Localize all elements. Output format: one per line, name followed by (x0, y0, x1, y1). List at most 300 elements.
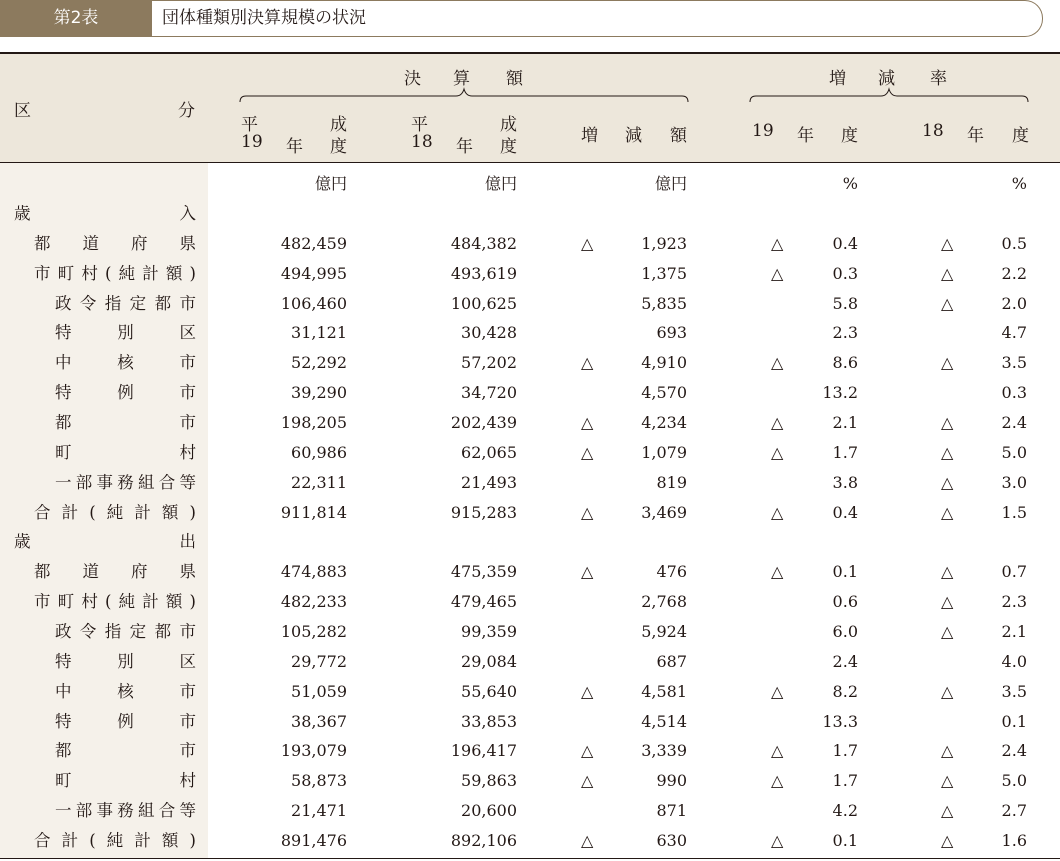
row-label-char: 一 (55, 801, 72, 820)
table-row (0, 229, 1060, 259)
row-label-char: 市 (34, 263, 51, 283)
rate-h18: 0.7 (1001, 562, 1027, 582)
unit-c3: 億円 (654, 174, 687, 193)
rate19-triangle: △ (771, 413, 784, 432)
rate-h18: 1.6 (1001, 830, 1027, 850)
row-label-char: 村 (81, 263, 98, 283)
row-label-char: 部 (75, 801, 93, 820)
value-h19: 51,059 (291, 681, 347, 701)
row-label-char: 村 (179, 442, 196, 462)
row-label-char: 核 (117, 353, 134, 373)
row-label-char: 純 (118, 592, 136, 611)
rate-h18: 3.5 (1001, 353, 1027, 373)
diff-amount: 476 (656, 562, 687, 582)
table-row (0, 707, 1060, 737)
rate19-triangle: △ (771, 502, 784, 522)
table-row (0, 498, 1060, 528)
diff-triangle: △ (581, 830, 594, 850)
row-label (34, 259, 196, 289)
rate-h19: 0.1 (832, 562, 858, 582)
header-zougengaku-3: 額 (670, 126, 687, 146)
rate-h19: 13.3 (822, 711, 858, 731)
value-h19: 21,471 (291, 801, 347, 820)
row-label-char: 部 (75, 472, 93, 492)
value-h18: 33,853 (461, 711, 517, 731)
row-label-char: 指 (104, 293, 122, 313)
row-label-char: 入 (179, 204, 196, 223)
row-label-char: 特 (55, 651, 72, 671)
row-label-char: 市 (179, 293, 196, 313)
header-rate19-num: 19 (752, 121, 774, 141)
header-zougen-2: 減 (878, 69, 895, 89)
rate-h19: 1.7 (832, 741, 858, 761)
row-label-char: 純 (106, 502, 124, 522)
rate-h18: 5.0 (1001, 442, 1027, 462)
row-label (55, 468, 196, 498)
row-label-char: 市 (179, 413, 196, 432)
rate18-triangle: △ (941, 741, 954, 761)
rate-h18: 2.0 (1001, 293, 1027, 313)
row-label-char: 額 (165, 592, 183, 611)
row-label (34, 557, 196, 587)
diff-amount: 2,768 (641, 592, 687, 611)
header-rate18-nen: 年 (967, 126, 984, 146)
rate-h19: 8.6 (832, 353, 858, 373)
row-label-char: 額 (165, 263, 183, 283)
row-label-char: 例 (117, 711, 134, 731)
row-label-char: 都 (34, 233, 51, 253)
section-row (0, 199, 1060, 229)
rate18-triangle: △ (941, 263, 954, 283)
table-row (0, 318, 1060, 348)
row-label-char: 定 (129, 293, 147, 313)
rate-h18: 2.3 (1001, 592, 1027, 611)
diff-amount: 1,375 (641, 263, 687, 283)
row-label-char: 組 (138, 472, 155, 492)
rate-h19: 3.8 (832, 472, 858, 492)
diff-triangle: △ (581, 442, 594, 462)
row-label-char: 事 (96, 472, 113, 492)
header-zougengaku-1: 増 (581, 126, 598, 146)
row-label-char: 計 (61, 502, 79, 522)
diff-amount: 1,923 (641, 233, 687, 253)
rate18-triangle: △ (941, 502, 954, 522)
row-label-char: 県 (179, 233, 196, 253)
diff-amount: 4,570 (641, 383, 687, 403)
table-row (0, 348, 1060, 378)
rate-h19: 2.1 (832, 413, 858, 432)
header-h19-nen: 年 (286, 137, 303, 157)
rate-h19: 0.1 (832, 830, 858, 850)
rate-h19: 0.3 (832, 263, 858, 283)
row-label-char: 計 (142, 263, 159, 283)
diff-triangle: △ (581, 502, 594, 522)
header-h18-hei: 平 (411, 115, 428, 135)
rate-h19: 8.2 (832, 681, 858, 701)
value-h18: 892,106 (450, 830, 517, 850)
table-row (0, 677, 1060, 707)
value-h19: 39,290 (291, 383, 347, 403)
diff-triangle: △ (581, 353, 594, 373)
diff-amount: 4,910 (641, 353, 687, 373)
header-h19-num: 19 (241, 132, 263, 152)
row-label-char: 町 (55, 771, 72, 791)
table-number-badge: 第2表 (0, 0, 152, 37)
row-label-char: 別 (117, 651, 134, 671)
rate-h18: 2.7 (1001, 801, 1027, 820)
value-h18: 475,359 (450, 562, 517, 582)
row-label-char: 市 (179, 383, 196, 403)
row-label-char: 定 (129, 621, 147, 641)
value-h18: 62,065 (461, 442, 517, 462)
value-h18: 196,417 (450, 741, 517, 761)
header-kubun-left: 区 (14, 101, 31, 121)
header-h19-hei: 平 (241, 115, 258, 135)
diff-amount: 5,835 (641, 293, 687, 313)
row-label-char: ) (189, 592, 196, 611)
row-label (55, 677, 196, 707)
row-label-char: 町 (57, 592, 75, 611)
value-h19: 31,121 (291, 323, 347, 343)
value-h19: 891,476 (280, 830, 347, 850)
value-h18: 99,359 (461, 621, 517, 641)
row-label (55, 707, 196, 737)
rate-h19: 4.2 (832, 801, 858, 820)
row-label-char: 純 (118, 263, 136, 283)
table-row (0, 587, 1060, 617)
value-h18: 493,619 (450, 263, 517, 283)
row-label (14, 199, 196, 229)
rate18-triangle: △ (941, 293, 954, 313)
row-label (55, 289, 196, 319)
row-label-char: 府 (131, 562, 148, 582)
diff-amount: 1,079 (641, 442, 687, 462)
row-label-char: 中 (55, 353, 72, 373)
row-label-char: ( (89, 502, 96, 522)
value-h18: 34,720 (461, 383, 517, 403)
value-h18: 915,283 (450, 502, 517, 522)
value-h18: 21,493 (461, 472, 517, 492)
value-h18: 479,465 (450, 592, 517, 611)
row-label (34, 498, 196, 528)
diff-amount: 4,581 (641, 681, 687, 701)
row-label-char: 計 (61, 830, 79, 850)
diff-amount: 3,469 (641, 502, 687, 522)
unit-c1: 億円 (314, 174, 347, 193)
row-label-char: ) (189, 830, 196, 850)
value-h19: 911,814 (280, 502, 347, 522)
row-label-char: 道 (82, 562, 99, 582)
header-zougen-1: 増 (829, 69, 846, 89)
row-label-char: 中 (55, 681, 72, 701)
diff-amount: 687 (656, 651, 687, 671)
row-label-char: 合 (158, 801, 176, 820)
unit-c5: % (1011, 174, 1027, 193)
unit-c2: 億円 (484, 174, 517, 193)
row-label-char: 事 (96, 801, 113, 820)
value-h19: 482,233 (280, 592, 347, 611)
header-kessan-1: 決 (404, 69, 421, 89)
row-label (55, 318, 196, 348)
rate18-triangle: △ (941, 562, 954, 582)
row-label-char: 政 (55, 621, 72, 641)
zougen-brace (748, 86, 1030, 106)
row-label-char: 指 (104, 621, 122, 641)
table-row (0, 796, 1060, 826)
rate18-triangle: △ (941, 413, 954, 432)
rate18-triangle: △ (941, 830, 954, 850)
row-label (14, 527, 196, 557)
row-label (55, 796, 196, 826)
header-rate18-do: 度 (1012, 126, 1029, 146)
value-h18: 484,382 (450, 233, 517, 253)
rate19-triangle: △ (771, 263, 784, 283)
row-label-char: 核 (117, 681, 134, 701)
row-label-char: 歳 (14, 532, 31, 552)
table-row (0, 826, 1060, 856)
diff-amount: 990 (656, 771, 687, 791)
row-label-char: 区 (179, 323, 196, 343)
header-h18-do: 度 (500, 137, 517, 157)
rate-h18: 5.0 (1001, 771, 1027, 791)
rate18-triangle: △ (941, 771, 954, 791)
rate-h19: 6.0 (832, 621, 858, 641)
value-h18: 29,084 (461, 651, 517, 671)
value-h19: 106,460 (280, 293, 347, 313)
rate19-triangle: △ (771, 233, 784, 253)
table-row (0, 557, 1060, 587)
table-row (0, 289, 1060, 319)
rate-h19: 13.2 (822, 383, 858, 403)
row-label-char: 別 (117, 323, 134, 343)
rate-h18: 0.1 (1001, 711, 1027, 731)
value-h18: 30,428 (461, 323, 517, 343)
diff-amount: 4,234 (641, 413, 687, 432)
rate-h19: 1.7 (832, 771, 858, 791)
row-label-char: 都 (154, 293, 172, 313)
row-label-char: 組 (138, 801, 155, 820)
row-label-char: 県 (179, 562, 196, 582)
diff-triangle: △ (581, 771, 594, 791)
rate-h18: 1.5 (1001, 502, 1027, 522)
row-label-char: 村 (81, 592, 98, 611)
rate-h19: 0.4 (832, 233, 858, 253)
row-label-char: 府 (131, 233, 148, 253)
rate-h18: 3.0 (1001, 472, 1027, 492)
header-h18-num: 18 (411, 132, 433, 152)
table-row (0, 647, 1060, 677)
rate18-triangle: △ (941, 353, 954, 373)
row-label (55, 647, 196, 677)
rate-h18: 0.5 (1001, 233, 1027, 253)
rate-h19: 0.6 (832, 592, 858, 611)
row-label-char: 務 (117, 472, 134, 492)
table-title: 団体種類別決算規模の状況 (162, 8, 366, 28)
unit-row (0, 169, 1060, 199)
rate19-triangle: △ (771, 830, 784, 850)
rate-h18: 2.2 (1001, 263, 1027, 283)
row-label-char: 区 (179, 651, 196, 671)
rate19-triangle: △ (771, 741, 784, 761)
rate18-triangle: △ (941, 233, 954, 253)
value-h19: 494,995 (280, 263, 347, 283)
diff-triangle: △ (581, 562, 594, 582)
value-h19: 198,205 (280, 413, 347, 432)
row-label-char: 例 (117, 383, 134, 403)
row-label-char: 計 (134, 830, 151, 850)
value-h19: 22,311 (291, 472, 347, 492)
diff-triangle: △ (581, 681, 594, 701)
row-label-char: ) (189, 502, 196, 522)
header-zougengaku-2: 減 (625, 126, 642, 146)
row-label-char: 都 (154, 621, 172, 641)
rate-h19: 2.4 (832, 651, 858, 671)
row-label-char: 市 (179, 353, 196, 373)
rate18-triangle: △ (941, 801, 954, 820)
row-label (34, 229, 196, 259)
value-h19: 38,367 (291, 711, 347, 731)
diff-triangle: △ (581, 741, 594, 761)
row-label-char: 令 (79, 621, 97, 641)
row-label-char: 道 (82, 233, 99, 253)
value-h18: 55,640 (461, 681, 517, 701)
row-label-char: 町 (57, 263, 75, 283)
header-zougen-3: 率 (930, 69, 947, 89)
value-h19: 482,459 (280, 233, 347, 253)
diff-amount: 871 (656, 801, 687, 820)
value-h18: 20,600 (461, 801, 517, 820)
diff-amount: 5,924 (641, 621, 687, 641)
rate19-triangle: △ (771, 771, 784, 791)
header-h19-sei: 成 (330, 115, 347, 135)
row-label-char: 計 (142, 592, 159, 611)
row-label-char: 等 (179, 472, 196, 492)
row-label (34, 826, 196, 856)
section-row (0, 527, 1060, 557)
row-label-char: 合 (158, 472, 176, 492)
table-row (0, 438, 1060, 468)
row-label (55, 766, 196, 796)
value-h19: 29,772 (291, 651, 347, 671)
row-label (55, 617, 196, 647)
table-row (0, 408, 1060, 438)
rate-h18: 2.1 (1001, 621, 1027, 641)
table-row (0, 617, 1060, 647)
rate-h18: 4.0 (1001, 651, 1027, 671)
rate-h19: 2.3 (832, 323, 858, 343)
rate19-triangle: △ (771, 353, 784, 373)
row-label-char: 純 (106, 830, 124, 850)
header-rate19-nen: 年 (797, 126, 814, 146)
rate19-triangle: △ (771, 562, 784, 582)
diff-triangle: △ (581, 413, 594, 432)
table-row (0, 736, 1060, 766)
row-label-char: 合 (34, 830, 51, 850)
table-row (0, 468, 1060, 498)
rate-h18: 4.7 (1001, 323, 1027, 343)
row-label-char: 市 (179, 681, 196, 701)
rate-h18: 2.4 (1001, 741, 1027, 761)
rate18-triangle: △ (941, 442, 954, 462)
row-label-char: ( (104, 263, 112, 283)
value-h19: 52,292 (291, 353, 347, 373)
value-h19: 193,079 (280, 741, 347, 761)
rate18-triangle: △ (941, 592, 954, 611)
row-label-char: 都 (55, 413, 72, 432)
row-label-char: 市 (179, 711, 196, 731)
row-label-char: ) (189, 263, 196, 283)
rate19-triangle: △ (771, 442, 784, 462)
row-label-char: 令 (79, 293, 97, 313)
row-label-char: 都 (55, 741, 72, 761)
title-bar (0, 0, 1058, 37)
value-h19: 474,883 (280, 562, 347, 582)
row-label-char: 計 (134, 502, 151, 522)
value-h19: 105,282 (280, 621, 347, 641)
row-label-char: 特 (55, 711, 72, 731)
rate-h19: 5.8 (832, 293, 858, 313)
row-label-char: 市 (179, 741, 196, 761)
row-label-char: 務 (117, 801, 134, 820)
table-row (0, 259, 1060, 289)
kessan-brace (238, 86, 690, 106)
value-h18: 59,863 (461, 771, 517, 791)
row-label-char: 合 (34, 502, 51, 522)
row-label (55, 736, 196, 766)
row-label-char: 都 (34, 562, 51, 582)
diff-amount: 630 (656, 830, 687, 850)
header-kessan-2: 算 (453, 69, 470, 89)
row-label-char: 市 (179, 621, 196, 641)
rate-h18: 3.5 (1001, 681, 1027, 701)
row-label (55, 348, 196, 378)
header-rate18-num: 18 (922, 121, 944, 141)
row-label-char: 額 (161, 830, 179, 850)
diff-amount: 4,514 (641, 711, 687, 731)
rate-h19: 1.7 (832, 442, 858, 462)
row-label-char: 町 (55, 442, 72, 462)
value-h18: 100,625 (450, 293, 517, 313)
diff-amount: 693 (656, 323, 687, 343)
rate18-triangle: △ (941, 621, 954, 641)
value-h18: 202,439 (450, 413, 517, 432)
rate18-triangle: △ (941, 472, 954, 492)
row-label (55, 408, 196, 438)
row-label-char: 一 (55, 472, 72, 492)
row-label-char: 村 (179, 771, 196, 791)
row-label-char: ( (104, 592, 112, 611)
row-label (55, 378, 196, 408)
row-label-char: 歳 (14, 204, 31, 223)
header-kessan-3: 額 (506, 69, 523, 89)
table-bottom-rule (0, 858, 1060, 859)
header-h18-nen: 年 (456, 137, 473, 157)
table-header (0, 52, 1060, 163)
header-kubun-right: 分 (178, 101, 195, 121)
value-h19: 58,873 (291, 771, 347, 791)
row-label-char: 額 (161, 502, 179, 522)
row-label-char: 出 (179, 532, 196, 552)
table-row (0, 766, 1060, 796)
header-h18-sei: 成 (500, 115, 517, 135)
row-label-char: ( (89, 830, 96, 850)
row-label-char: 市 (34, 592, 51, 611)
rate-h18: 2.4 (1001, 413, 1027, 432)
table-row (0, 378, 1060, 408)
rate-h18: 0.3 (1001, 383, 1027, 403)
header-h19-do: 度 (330, 137, 347, 157)
diff-amount: 819 (656, 472, 687, 492)
